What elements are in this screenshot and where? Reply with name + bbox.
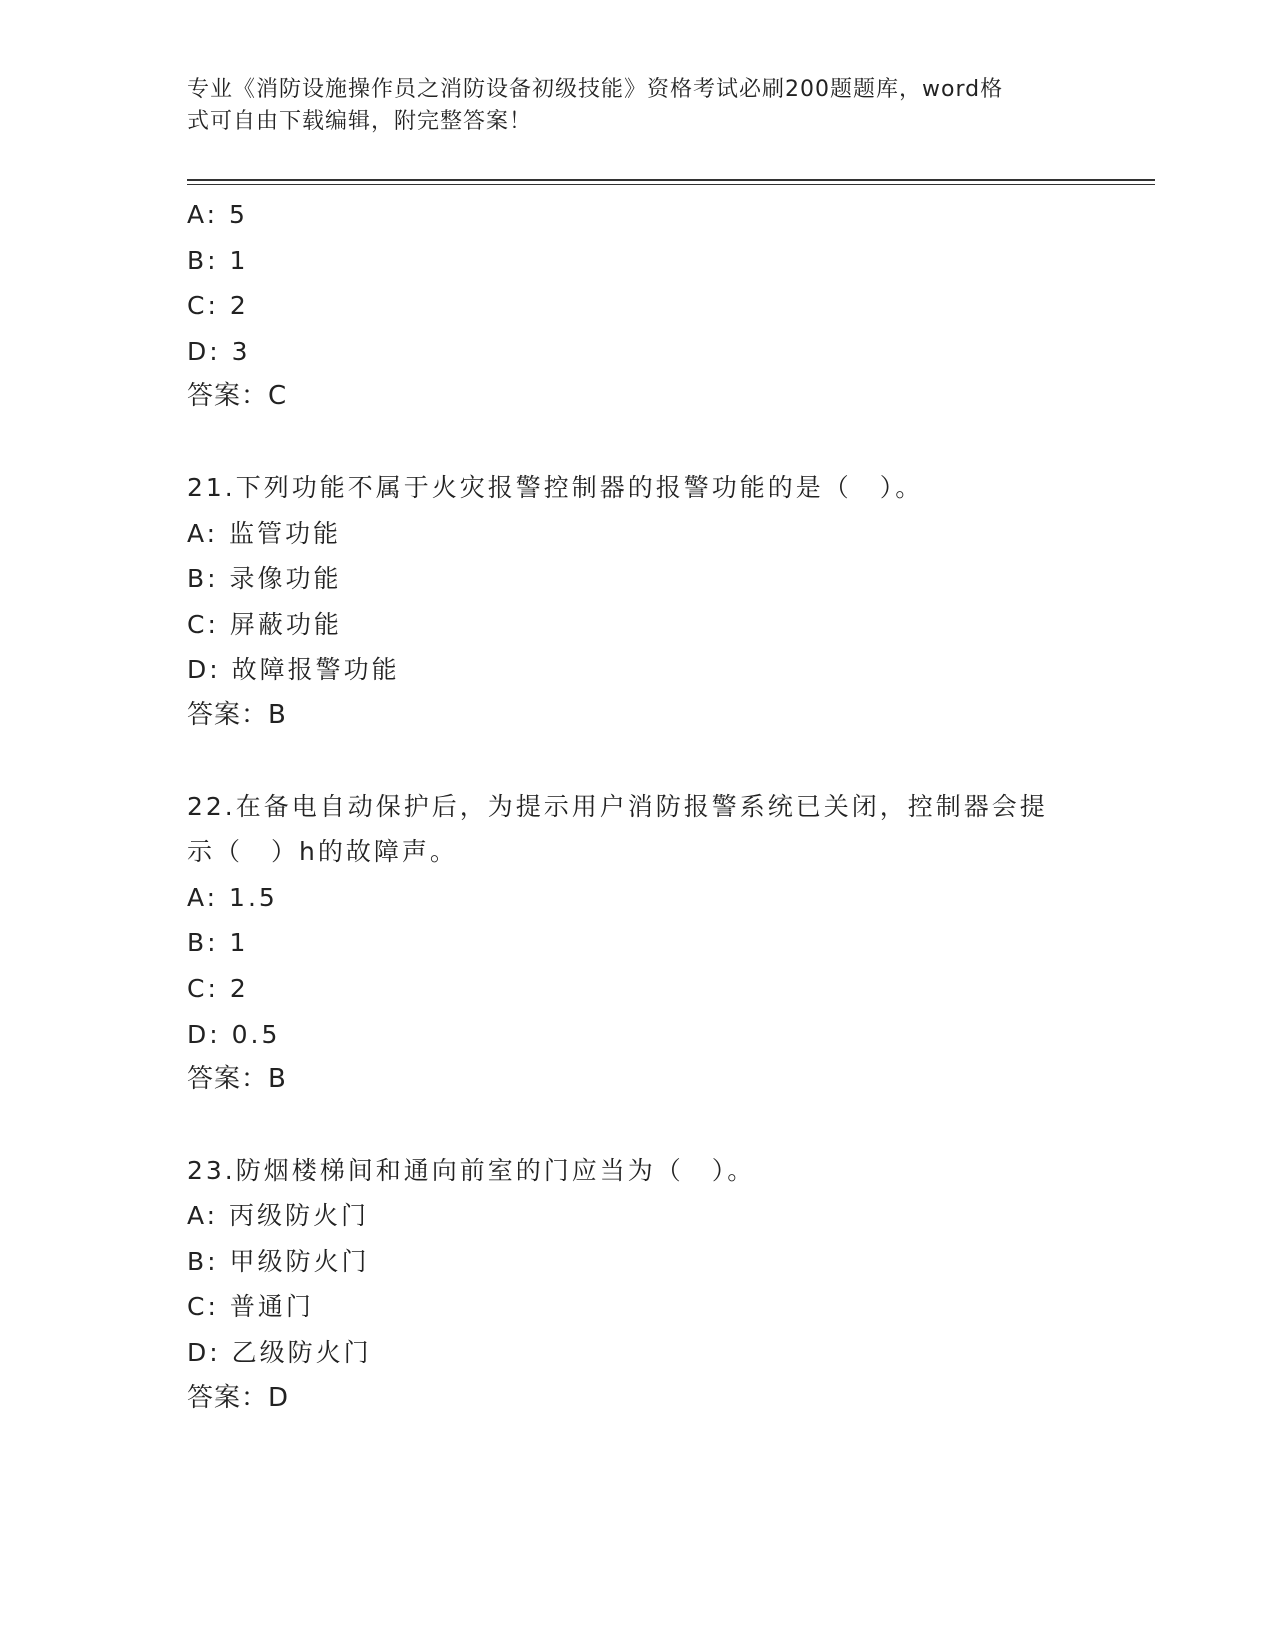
question-23-block	[187, 1148, 1087, 1422]
answer-line: 答案：C	[187, 381, 288, 412]
option-c: C: 2	[187, 291, 249, 321]
option-a: A: 监管功能	[187, 518, 342, 548]
answer-line: 答案：B	[187, 1064, 287, 1095]
header-line-2: 式可自由下载编辑，附完整答案！	[187, 109, 533, 134]
question-stem-line-1: 22.在备电自动保护后，为提示用户消防报警系统已关闭，控制器会提	[187, 791, 1048, 821]
header-divider-thick	[187, 179, 1155, 181]
option-d: D: 乙级防火门	[187, 1338, 372, 1368]
option-a: A: 1.5	[187, 882, 278, 912]
option-b: B: 甲级防火门	[187, 1246, 370, 1276]
question-stem: 23.防烟楼梯间和通向前室的门应当为（ ）。	[187, 1155, 756, 1185]
answer-line: 答案：D	[187, 1382, 290, 1413]
option-d: D: 3	[187, 336, 251, 366]
option-b: B: 1	[187, 245, 249, 275]
spacer	[187, 739, 1087, 784]
question-stem: 21.下列功能不属于火灾报警控制器的报警功能的是（ ）。	[187, 472, 924, 502]
answer-line: 答案：B	[187, 699, 287, 730]
question-20-block	[187, 192, 1087, 420]
option-a: A: 5	[187, 200, 248, 229]
option-c: C: 屏蔽功能	[187, 609, 342, 639]
option-b: B: 录像功能	[187, 564, 342, 594]
question-22-block	[187, 784, 1087, 1103]
option-d: D: 故障报警功能	[187, 655, 400, 685]
question-list	[187, 192, 1087, 1421]
spacer	[187, 1103, 1087, 1148]
option-a: A: 丙级防火门	[187, 1201, 370, 1231]
header-divider-thin	[187, 184, 1155, 185]
option-c: C: 普通门	[187, 1292, 314, 1322]
option-c: C: 2	[187, 973, 249, 1003]
document-header	[187, 74, 1067, 138]
header-line-1: 专业《消防设施操作员之消防设备初级技能》资格考试必刷200题题库，word格	[187, 77, 1004, 102]
option-b: B: 1	[187, 928, 249, 958]
option-d: D: 0.5	[187, 1019, 281, 1049]
question-stem-line-2: 示（ ）h的故障声。	[187, 837, 458, 867]
spacer	[187, 420, 1087, 465]
question-21-block	[187, 465, 1087, 739]
